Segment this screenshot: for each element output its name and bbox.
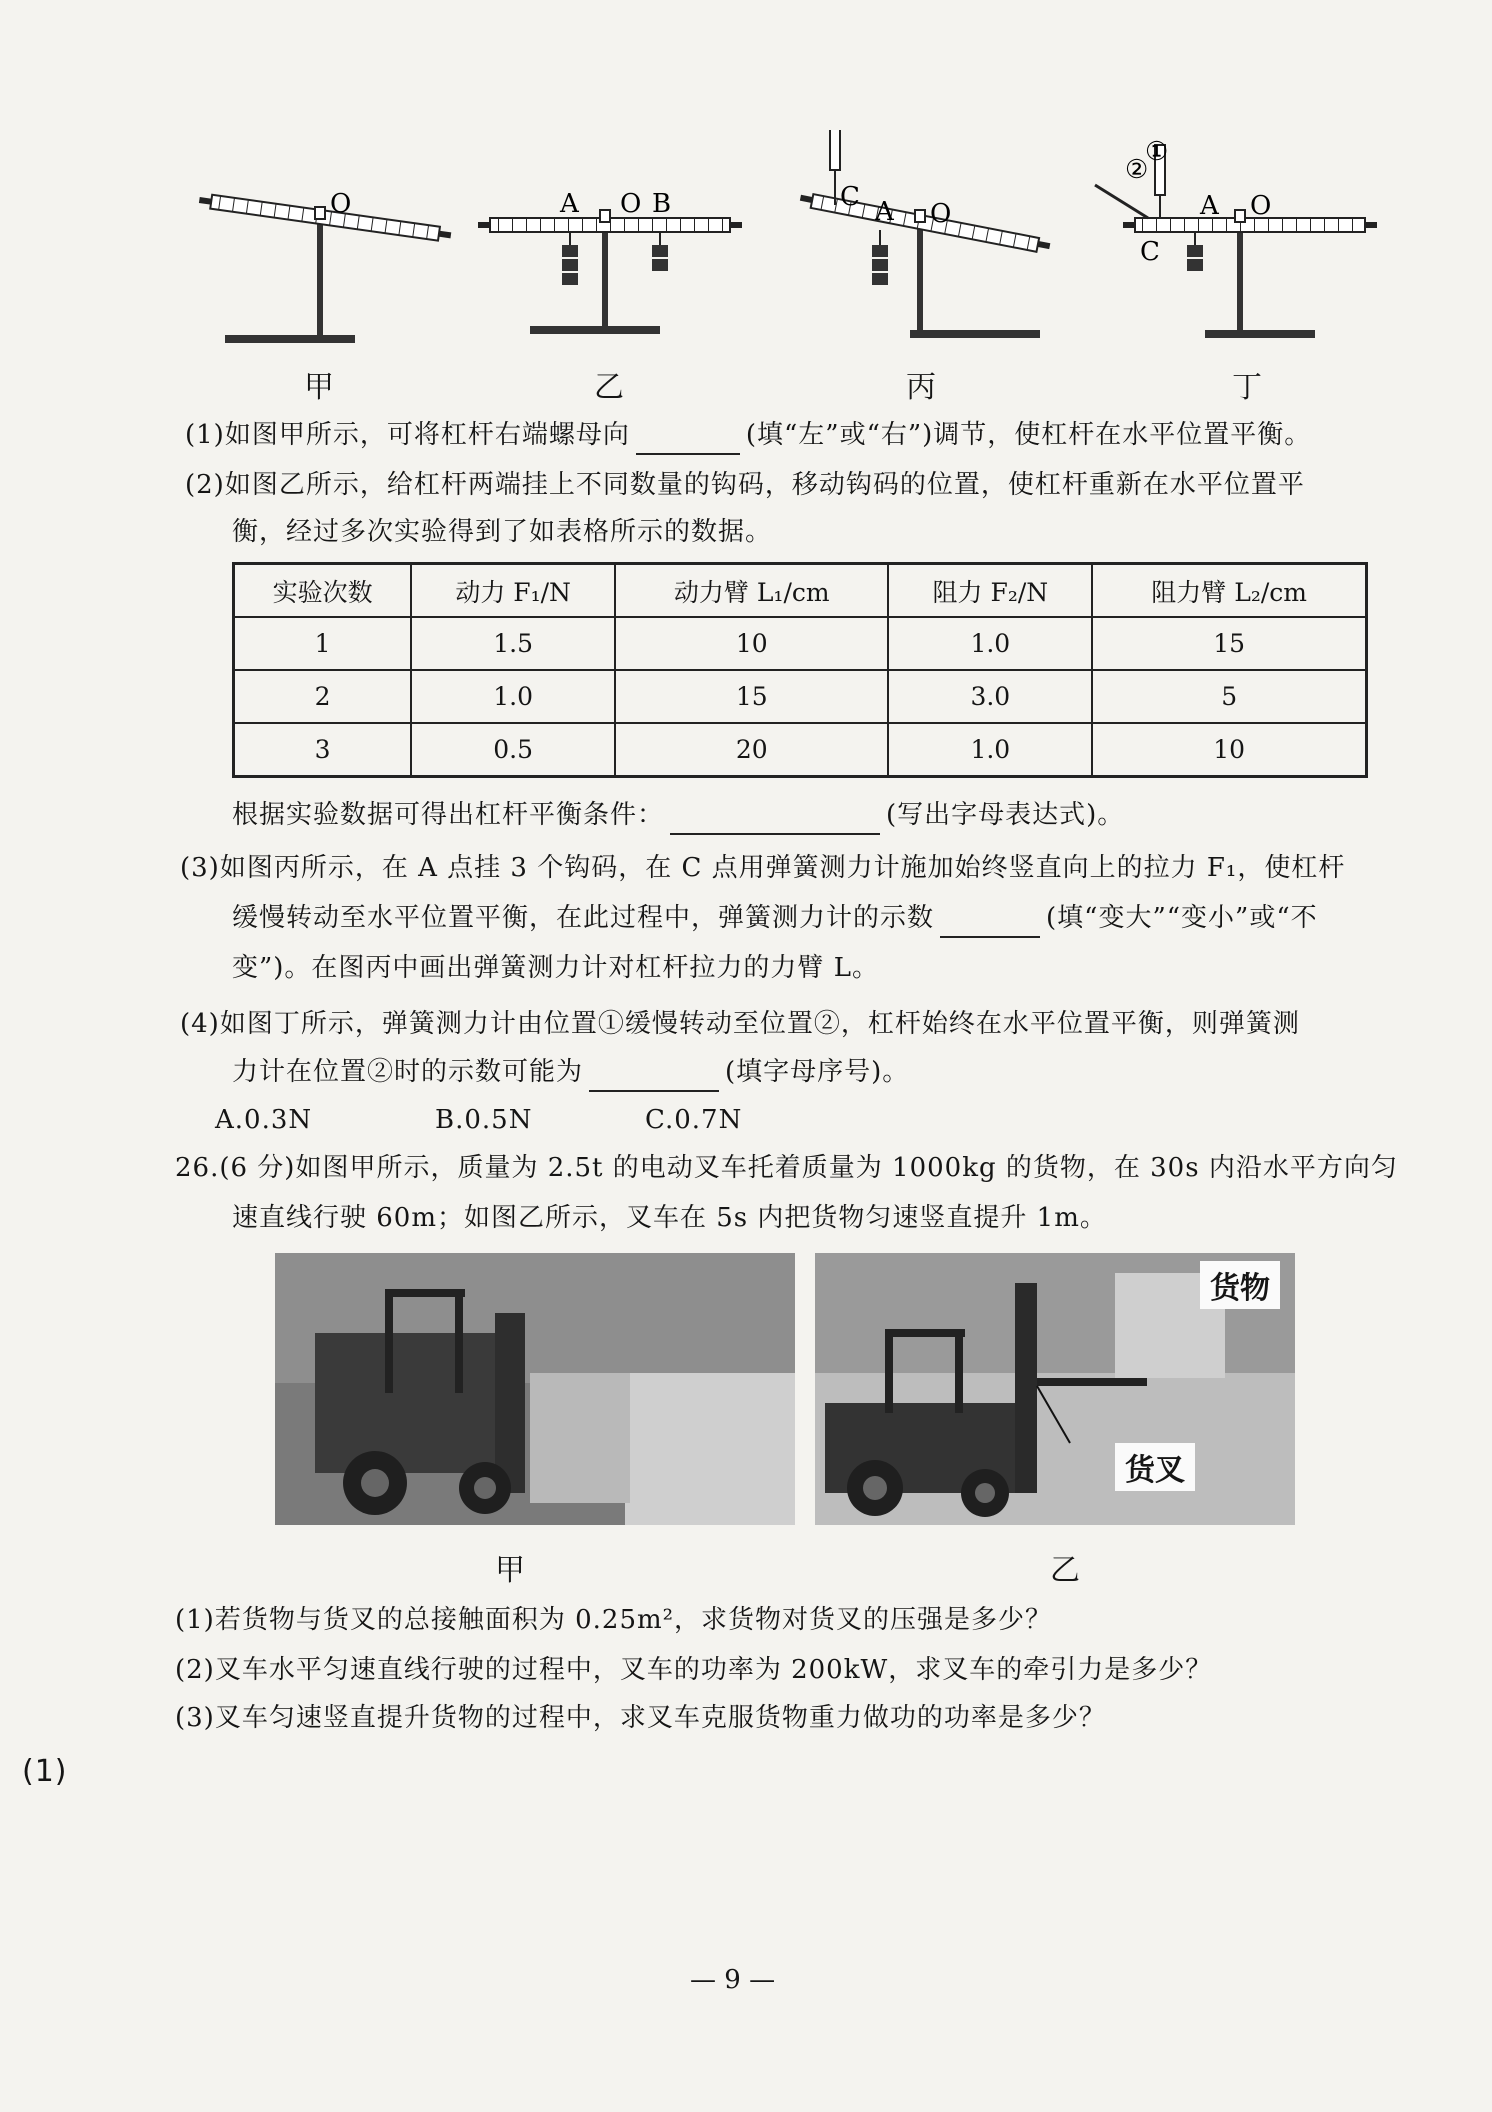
table-cell: 15 — [1092, 617, 1366, 670]
figure-label-yi: 乙 — [594, 370, 624, 405]
table-cell: 3 — [234, 723, 412, 777]
page-number: — 9 — — [690, 1965, 776, 1995]
table-header: 动力臂 L₁/cm — [615, 564, 888, 618]
point-label-o-bing: O — [930, 199, 952, 229]
table-cell: 20 — [615, 723, 888, 777]
table-cell: 1.5 — [411, 617, 615, 670]
answer-blank-1[interactable] — [636, 423, 740, 455]
lever-figure-jia — [198, 193, 451, 343]
option-c: C.0.7N — [645, 1105, 743, 1135]
data-table — [232, 562, 1368, 778]
question-4-line1: (4)如图丁所示，弹簧测力计由位置①缓慢转动至位置②，杠杆始终在水平位置平衡，则弹簧测 — [180, 1009, 1300, 1039]
question-2-line1: (2)如图乙所示，给杠杆两端挂上不同数量的钩码，移动钩码的位置，使杠杆重新在水平位置平 — [185, 470, 1305, 500]
problem-26-question-3: (3)叉车匀速竖直提升货物的过程中，求叉车克服货物重力做功的功率是多少？ — [175, 1703, 1106, 1733]
problem-26-line1: 26.(6 分)如图甲所示，质量为 2.5t 的电动叉车托着质量为 1000kg 的货物，在 30s 内沿水平方向匀 — [175, 1153, 1398, 1183]
question-4-line2: 力计在位置②时的示数可能为 (填字母序号)。 — [232, 1052, 909, 1092]
label-fork: 货叉 — [1115, 1443, 1195, 1491]
question-3-line1: (3)如图丙所示，在 A 点挂 3 个钩码，在 C 点用弹簧测力计施加始终竖直向上的拉力 F₁，使杠杆 — [180, 853, 1346, 883]
figure-label-bing: 丙 — [906, 370, 936, 405]
point-label-c-bing: C — [840, 182, 860, 212]
table-cell: 10 — [1092, 723, 1366, 777]
circle-label-1: ① — [1145, 137, 1169, 167]
photo-label-yi: 乙 — [1050, 1553, 1080, 1588]
table-row — [234, 723, 1367, 777]
circle-label-2: ② — [1125, 155, 1149, 185]
table-cell: 3.0 — [888, 670, 1092, 723]
answer-blank-2[interactable] — [670, 803, 880, 835]
table-cell: 15 — [615, 670, 888, 723]
problem-26-line2: 速直线行驶 60m；如图乙所示，叉车在 5s 内把货物匀速竖直提升 1m。 — [232, 1203, 1107, 1233]
problem-26-question-1: (1)若货物与货叉的总接触面积为 0.25m²，求货物对货叉的压强是多少？ — [175, 1605, 1053, 1635]
question-1: (1)如图甲所示，可将杠杆右端螺母向 (填“左”或“右”)调节，使杠杆在水平位置平衡。 — [185, 415, 1311, 455]
lever-figures — [190, 130, 1400, 390]
question-2-condition: 根据实验数据可得出杠杆平衡条件： (写出字母表达式)。 — [232, 795, 1124, 835]
option-a: A.0.3N — [215, 1105, 313, 1135]
forklift-photo-yi — [815, 1253, 1295, 1525]
answer-blank-3[interactable] — [940, 906, 1040, 938]
table-cell: 1.0 — [411, 670, 615, 723]
option-b: B.0.5N — [435, 1105, 533, 1135]
figure-label-jia: 甲 — [304, 370, 334, 405]
question-3-line3: 变”)。在图丙中画出弹簧测力计对杠杆拉力的力臂 L。 — [232, 953, 879, 983]
answer-blank-4[interactable] — [589, 1060, 719, 1092]
table-header: 实验次数 — [234, 564, 412, 618]
figure-label-ding: 丁 — [1232, 370, 1262, 405]
problem-26-question-2: (2)叉车水平匀速直线行驶的过程中，叉车的功率为 200kW，求叉车的牵引力是多少？ — [175, 1655, 1213, 1685]
table-cell: 1.0 — [888, 723, 1092, 777]
table-header: 动力 F₁/N — [411, 564, 615, 618]
point-label-a-ding: A — [1200, 191, 1219, 221]
question-3-line2: 缓慢转动至水平位置平衡，在此过程中，弹簧测力计的示数 (填“变大”“变小”或“不 — [232, 898, 1318, 938]
table-cell: 1.0 — [888, 617, 1092, 670]
table-cell: 0.5 — [411, 723, 615, 777]
point-label-c-ding: C — [1140, 237, 1160, 267]
table-row — [234, 617, 1367, 670]
handwritten-answer-start: (1) — [22, 1754, 68, 1789]
table-row — [234, 670, 1367, 723]
table-cell: 10 — [615, 617, 888, 670]
table-header-row — [234, 564, 1367, 618]
forklift-image-jia — [275, 1253, 795, 1525]
point-label-a-yi: A — [560, 189, 579, 219]
table-cell: 1 — [234, 617, 412, 670]
point-label-o-yi: O — [620, 189, 642, 219]
table-cell: 5 — [1092, 670, 1366, 723]
question-2-line2: 衡，经过多次实验得到了如表格所示的数据。 — [232, 517, 773, 547]
forklift-photo-jia — [275, 1253, 795, 1525]
photo-label-jia: 甲 — [495, 1553, 525, 1588]
label-cargo: 货物 — [1200, 1261, 1280, 1309]
table-header: 阻力臂 L₂/cm — [1092, 564, 1366, 618]
table-header: 阻力 F₂/N — [888, 564, 1092, 618]
point-label-a-bing: A — [875, 197, 894, 227]
point-label-b-yi: B — [652, 189, 672, 219]
lever-figure-yi — [478, 210, 742, 334]
lever-figure-bing — [799, 130, 1051, 338]
table-cell: 2 — [234, 670, 412, 723]
point-label-o-ding: O — [1250, 191, 1272, 221]
point-label-o: O — [330, 189, 352, 219]
